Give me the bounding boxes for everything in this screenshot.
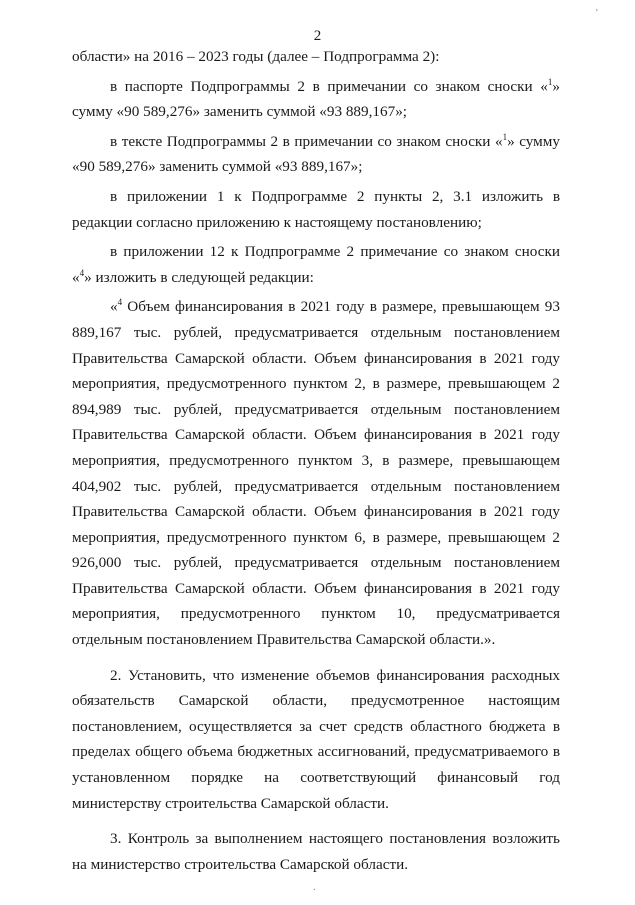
scan-mark-bottom: . [313, 882, 316, 893]
paragraph-passport-amendment: в паспорте Подпрограммы 2 в примечании со знаком сноски «$^1$» сумму «90 589,276» заменить суммой «93 889,167»; [72, 76, 560, 121]
paragraph-continuation: области» на 2016 – 2023 годы (далее – Подпрограмма 2): [72, 48, 440, 65]
page-number: 2 [313, 28, 322, 44]
paragraph-text-amendment: в тексте Подпрограммы 2 в примечании со знаком сноски «$^1$» сумму «90 589,276» заменить суммой «93 889,167»; [72, 131, 560, 176]
scan-mark-top: ' [596, 8, 598, 19]
paragraph-item-2: 2. Установить, что изменение объемов финансирования расходных обязательств Самарской области, предусмотренное настоящим постановлением, осуществляется за счет средств областного бюджета в пределах общего объема бюджетных ассигнований, предусматриваемого в установленном порядке на соответствующий финансовый год министерству строительства Самарской области. [72, 666, 560, 812]
footnote-marker: 4 [117, 297, 123, 308]
document-body [72, 44, 560, 877]
paragraph-footnote-text: «$^4$ Объем финансирования в 2021 году в размере, превышающем 93 889,167 тыс. рублей, предусматривается отдельным постановлением Правительства Самарской области. Объем финансирования в 2021 году мероприятия, предусмотренного пунктом 2, в размере, превышающем 2 894,989 тыс. рублей, предусматривается отдельным постановлением Правительства Самарской области. Объем финансирования в 2021 году мероприятия, предусмотренного пунктом 3, в размере, превышающем 404,902 тыс. рублей, предусматривается отдельным постановлением Правительства Самарской области. Объем финансирования в 2021 году мероприятия, предусмотренного пунктом 6, в размере, превышающем 2 926,000 тыс. рублей, предусматривается отдельным постановлением Правительства Самарской области. Объем финансирования в 2021 году мероприятия, предусмотренного пунктом 10, предусматривается отдельным постановлением Правительства Самарской области.». [72, 297, 560, 649]
paragraph-appendix-12: в приложении 12 к Подпрограмме 2 примечание со знаком сноски «$^4$» изложить в следующей редакции: [72, 243, 560, 286]
paragraph-item-3: 3. Контроль за выполнением настоящего постановления возложить на министерство строительства Самарской области. [72, 830, 560, 873]
paragraph-appendix-1: в приложении 1 к Подпрограмме 2 пункты 2, 3.1 изложить в редакции согласно приложению к настоящему постановлению; [72, 187, 560, 231]
footnote-marker: 1 [547, 76, 553, 87]
footnote-marker: 1 [502, 131, 508, 142]
footnote-marker: 4 [79, 267, 85, 278]
